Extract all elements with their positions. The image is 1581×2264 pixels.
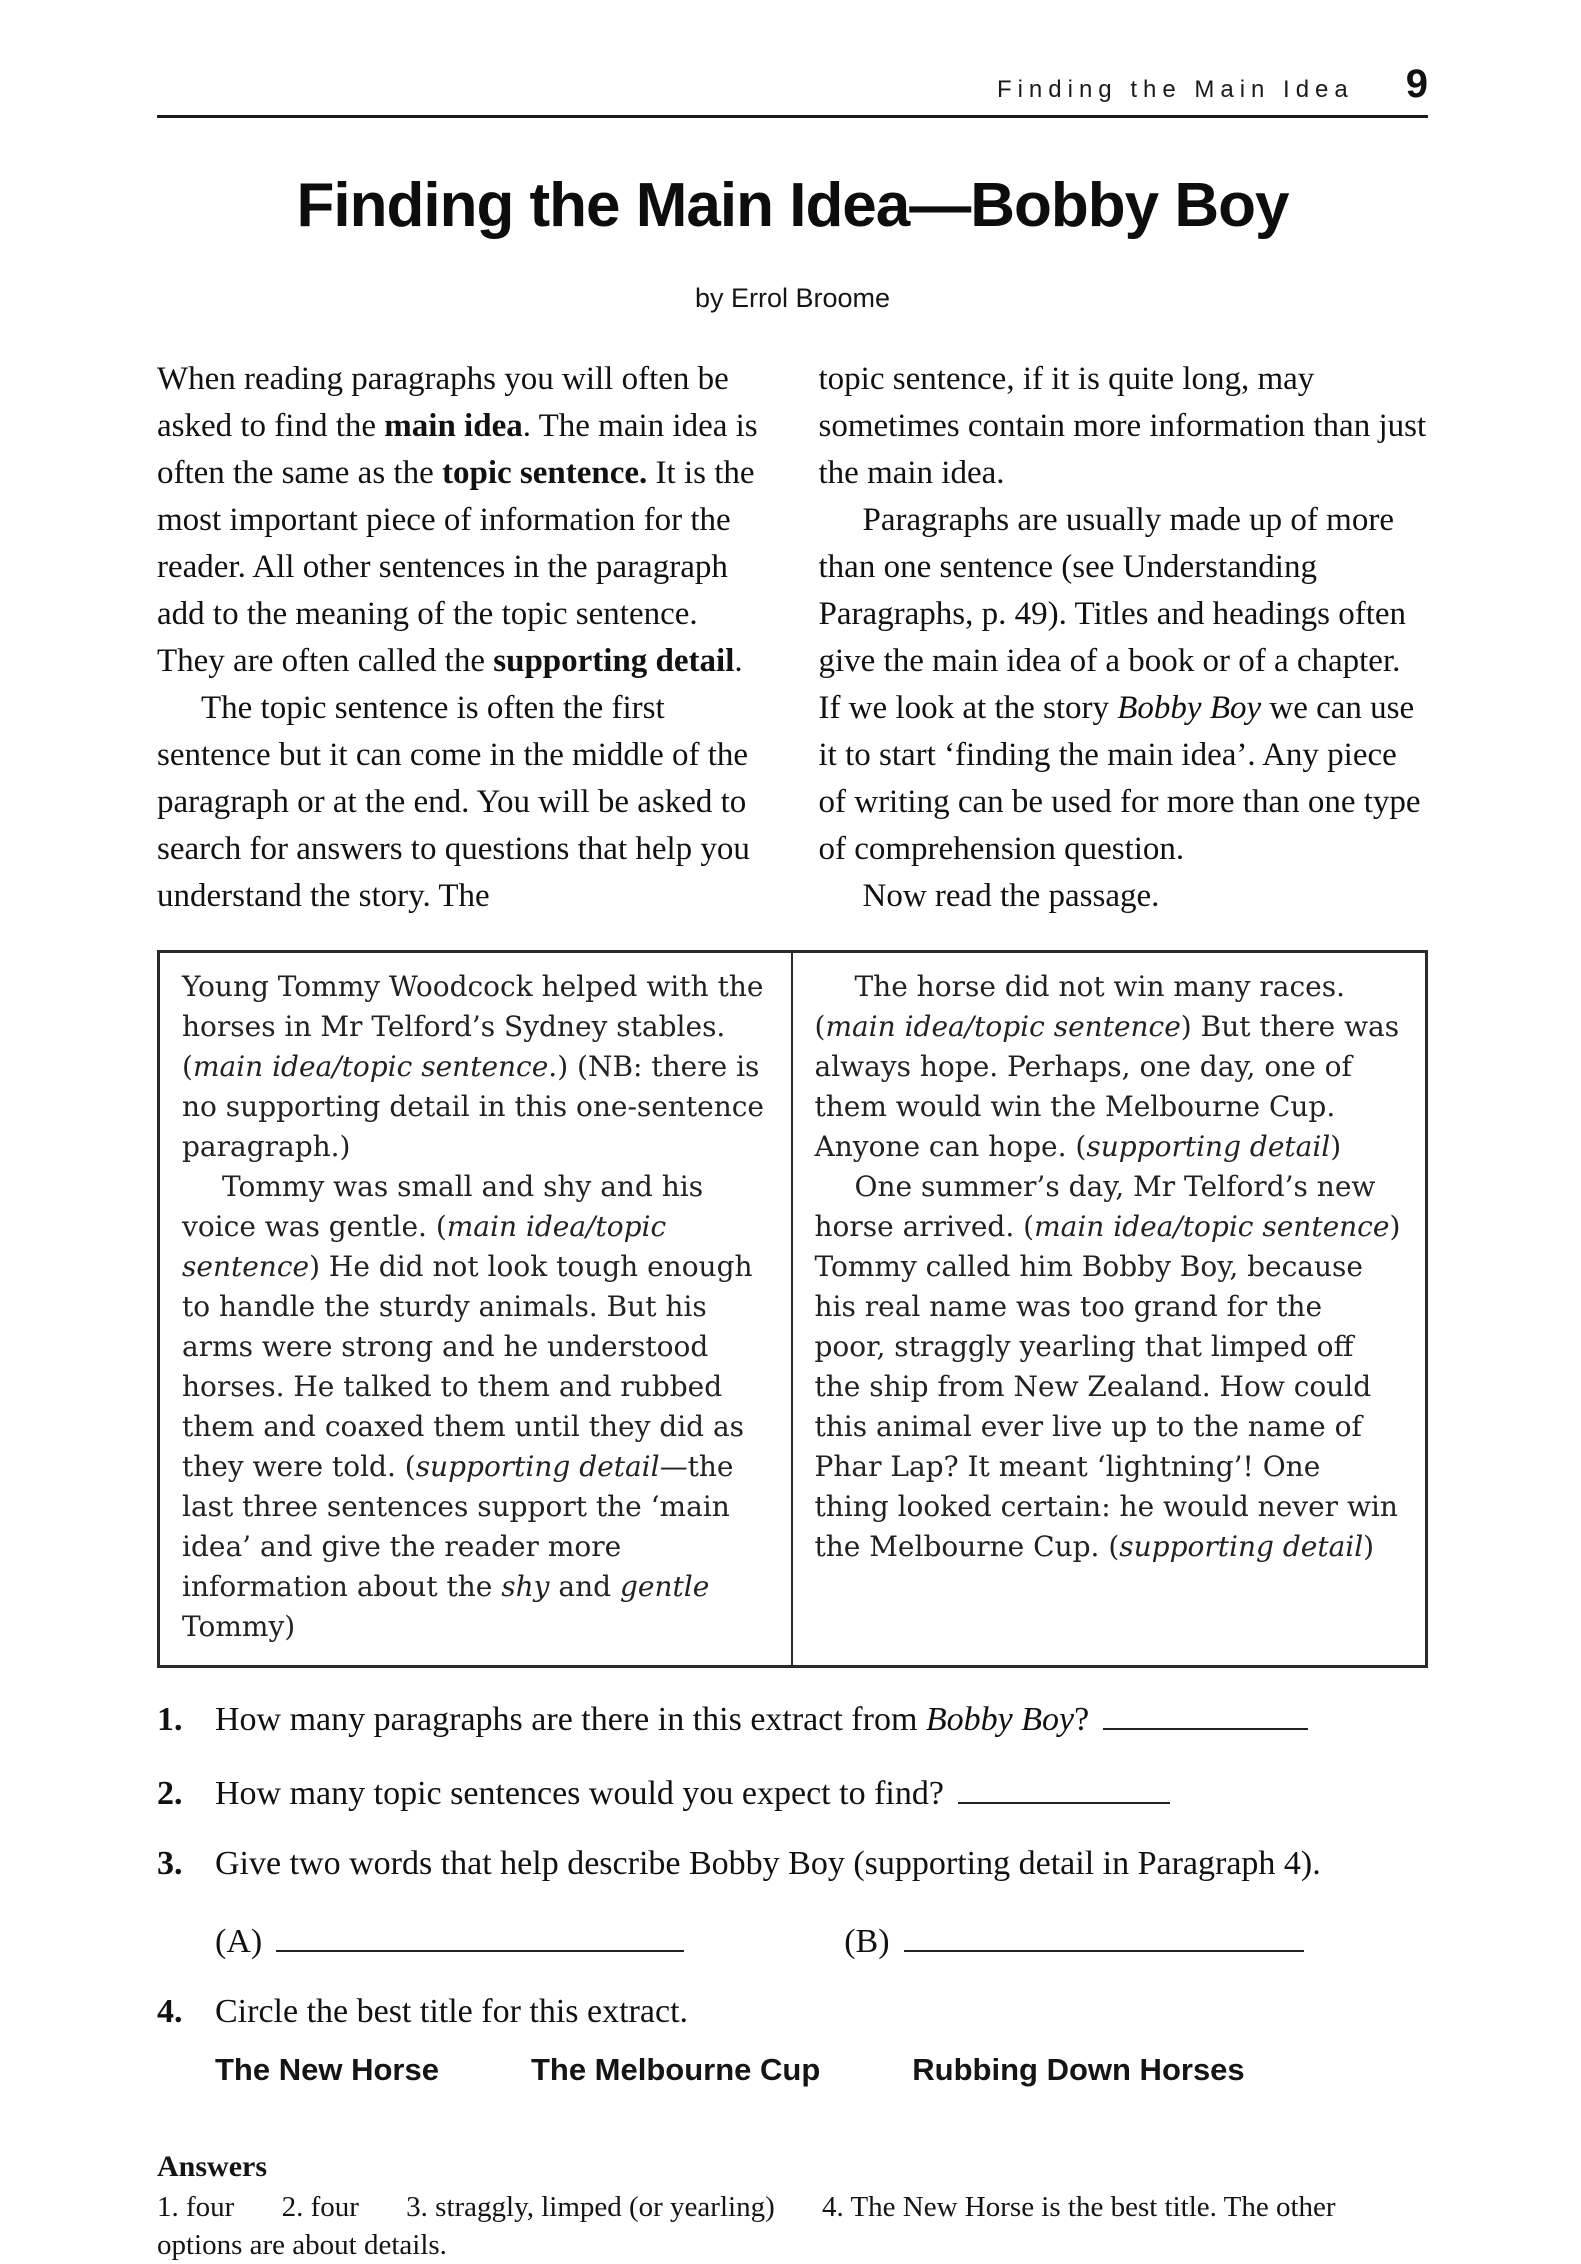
page-header (157, 62, 1428, 107)
intro-left-column (157, 356, 767, 920)
paragraph (157, 356, 767, 685)
text-segment: Circle the best title for this extract. (215, 1992, 689, 2030)
question-text (215, 1694, 1308, 1742)
questions-section (157, 1694, 1428, 2092)
question-text (215, 1842, 1321, 1886)
passage-box (157, 950, 1428, 1668)
text-segment: Bobby Boy (925, 1700, 1075, 1738)
text-segment: .) (NB: there is no supporting detail in this one-sentence paragraph.) (182, 1049, 764, 1163)
byline: by Errol Broome (694, 282, 891, 313)
page-title: Finding the Main Idea—Bobby Boy (296, 171, 1289, 240)
text-segment: main idea/topic sentence (825, 1009, 1181, 1043)
text-segment: main idea/topic sentence (182, 1209, 667, 1283)
question-4 (157, 1990, 1428, 2034)
text-segment: When reading paragraphs you will often be asked to find the (157, 360, 729, 444)
text-segment: Young Tommy Woodcock helped with the horses in Mr Telford’s Sydney stables. ( (182, 969, 764, 1083)
answer-item: 3. straggly, limped (or yearling) (406, 2190, 775, 2223)
paragraph (819, 497, 1429, 873)
text-segment: The topic sentence is often the first sentence but it can come in the middle of the paragraph or at the end. You will be asked to search for answers to questions that help you understand the story. The (157, 689, 750, 914)
text-segment: —the last three sentences support the ‘main idea’ and give the reader more information about the (182, 1449, 734, 1603)
question-1 (157, 1694, 1428, 1742)
answer-item: 4. The New Horse is the best title. The other options are about details. (157, 2190, 1336, 2261)
text-segment: ) (1363, 1529, 1375, 1563)
question-number: 2. (157, 1774, 183, 1812)
text-segment: topic sentence. (441, 454, 648, 491)
paragraph (815, 1167, 1402, 1567)
text-segment: and (549, 1569, 620, 1603)
part-b-blank[interactable] (904, 1916, 1304, 1952)
text-segment: main idea/topic sentence (1034, 1209, 1390, 1243)
text-segment: How many paragraphs are there in this extract from (215, 1700, 926, 1738)
part-a-blank[interactable] (276, 1916, 684, 1952)
text-segment: ? (1074, 1700, 1090, 1738)
intro-columns (157, 356, 1428, 920)
text-segment: One summer’s day, Mr Telford’s new horse arrived. ( (814, 1169, 1376, 1243)
passage-right-column (793, 953, 1426, 1665)
option-the-new-horse[interactable]: The New Horse (215, 2051, 439, 2087)
text-segment: Give two words that help describe Bobby Boy (supporting detail in Paragraph 4). (215, 1844, 1321, 1882)
text-segment: main idea/topic sentence (192, 1049, 549, 1083)
answer-item: 2. four (281, 2190, 359, 2223)
text-segment: Now read the passage. (862, 877, 1160, 914)
text-segment: ) But there was always hope. Perhaps, one day, one of them would win the Melbourne Cup. Anyone can hope. ( (814, 1009, 1400, 1163)
paragraph (819, 356, 1429, 497)
question3-parts-row (157, 1916, 1428, 1964)
text-segment: Tommy) (182, 1609, 296, 1643)
paragraph (815, 967, 1402, 1167)
text-segment: ) He did not look tough enough to handle the sturdy animals. But his arms were strong and he understood horses. He talked to them and rubbed them and coaxed them until they did as they were told. ( (182, 1249, 753, 1483)
answer-item: 1. four (157, 2190, 235, 2223)
text-segment: shy (501, 1569, 550, 1603)
passage-left-column (160, 953, 793, 1665)
question-text (215, 1990, 688, 2034)
text-segment: Bobby Boy (1117, 689, 1262, 726)
text-segment: we can use it to start ‘finding the main idea’. Any piece of writing can be used for more than one type of comprehension question. (818, 689, 1421, 867)
page-number: 9 (1405, 62, 1428, 106)
question-2 (157, 1768, 1428, 1816)
text-segment: The horse did not win many races. ( (814, 969, 1345, 1043)
text-segment: supporting detail (493, 642, 735, 679)
question-number: 1. (157, 1700, 183, 1738)
part-b-label: (B) (844, 1922, 890, 1960)
paragraph (182, 1167, 767, 1647)
text-segment: It is the most important piece of information for the reader. All other sentences in the paragraph add to the meaning of the topic sentence. They are often called the (157, 454, 755, 679)
question-3 (157, 1842, 1428, 1886)
text-segment: . (734, 642, 743, 679)
text-segment: Tommy was small and shy and his voice was gentle. ( (182, 1169, 704, 1243)
text-segment: ) (1330, 1129, 1342, 1163)
text-segment: supporting detail (415, 1449, 660, 1483)
text-segment: How many topic sentences would you expect to find? (215, 1774, 944, 1812)
paragraph (819, 873, 1429, 920)
text-segment: topic sentence, if it is quite long, may sometimes contain more information than just the main idea. (818, 360, 1427, 491)
answers-text (157, 2188, 1428, 2264)
question4-options-row (157, 2048, 1428, 2092)
paragraph (182, 967, 767, 1167)
text-segment: Paragraphs are usually made up of more than one sentence (see Understanding Paragraphs, p. 49). Titles and headings often give the main idea of a book or of a chapter. If we look at the story (818, 501, 1407, 726)
part-a-label: (A) (215, 1922, 263, 1960)
paragraph (157, 685, 767, 920)
option-rubbing-down-horses[interactable]: Rubbing Down Horses (912, 2051, 1245, 2087)
answer-blank-2[interactable] (958, 1768, 1170, 1804)
text-segment: gentle (619, 1569, 710, 1603)
question-text (215, 1768, 1170, 1816)
text-segment: ) Tommy called him Bobby Boy, because his real name was too grand for the poor, straggly yearling that limped off the ship from New Zealand. How could this animal ever live up to the name of Phar Lap? It meant ‘lightning’! One thing looked certain: he would never win the Melbourne Cup. ( (814, 1209, 1401, 1563)
text-segment: . The main idea is often the same as the (157, 407, 758, 491)
text-segment: supporting detail (1119, 1529, 1364, 1563)
running-title: Finding the Main Idea (996, 76, 1354, 103)
intro-right-column (819, 356, 1429, 920)
header-rule (157, 115, 1428, 118)
text-segment: main idea (384, 407, 523, 444)
answers-section (157, 2148, 1428, 2264)
question-number: 4. (157, 1992, 183, 2030)
answer-blank-1[interactable] (1103, 1694, 1308, 1730)
answers-heading: Answers (157, 2149, 267, 2183)
option-the-melbourne-cup[interactable]: The Melbourne Cup (530, 2051, 821, 2087)
question-number: 3. (157, 1844, 183, 1882)
text-segment: supporting detail (1086, 1129, 1331, 1163)
